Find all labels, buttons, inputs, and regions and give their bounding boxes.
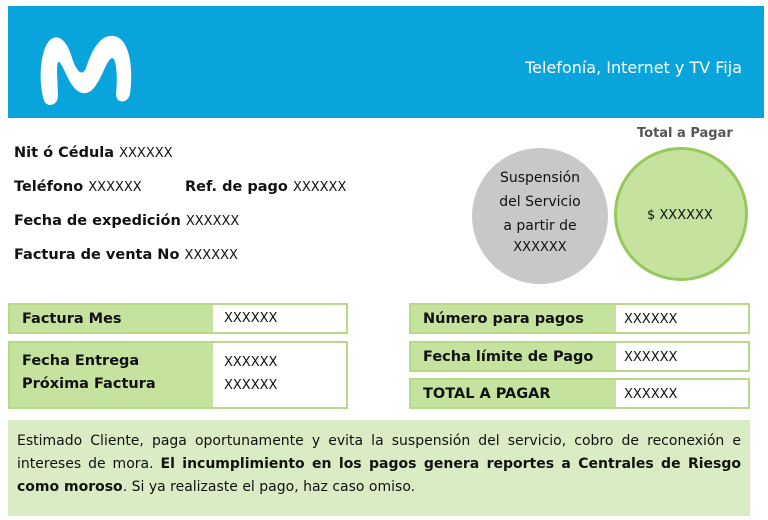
header-tagline: Telefonía, Internet y TV Fija — [525, 58, 742, 77]
suspension-line-1: Suspensión — [499, 170, 581, 186]
total-circle — [614, 147, 748, 281]
total-pagar-label-cell — [411, 380, 616, 407]
nit-label: Nit ó Cédula — [14, 145, 115, 161]
invoice-label: Factura de venta No — [14, 247, 180, 263]
fecha-limite-label-cell — [411, 343, 616, 370]
fecha-limite-box — [409, 341, 750, 372]
total-pagar-label: TOTAL A PAGAR — [423, 386, 551, 402]
issue-label: Fecha de expedición — [14, 213, 181, 229]
nit-row — [14, 142, 173, 161]
payment-notice — [8, 420, 750, 516]
header-banner — [8, 6, 764, 118]
factura-mes-label: Factura Mes — [22, 311, 122, 327]
factura-mes-box — [8, 303, 348, 334]
notice-text-2: . Si ya realizaste el pago, haz caso omiso. — [122, 479, 416, 495]
total-amount: $ XXXXXX — [647, 208, 713, 223]
notice-text-bold: El incumplimiento en los pagos genera reportes a Centrales de Riesgo como moroso — [17, 456, 742, 495]
suspension-date: XXXXXX — [513, 240, 567, 255]
numero-pagos-label: Número para pagos — [423, 311, 584, 327]
fecha-limite-value: XXXXXX — [624, 350, 678, 365]
fecha-entrega-value-1: XXXXXX — [224, 355, 278, 370]
ref-value: XXXXXX — [292, 180, 347, 195]
issue-row — [14, 210, 239, 229]
fecha-entrega-label-1: Fecha Entrega — [22, 353, 140, 369]
total-pagar-value: XXXXXX — [624, 387, 678, 402]
movistar-logo-icon — [30, 24, 150, 108]
suspension-circle — [472, 148, 608, 284]
fecha-entrega-box — [8, 341, 348, 409]
total-pagar-box — [409, 378, 750, 409]
factura-mes-value: XXXXXX — [224, 311, 278, 326]
nit-value: XXXXXX — [119, 146, 173, 161]
numero-pagos-value: XXXXXX — [624, 312, 678, 327]
phone-row — [14, 176, 142, 195]
fecha-limite-label: Fecha límite de Pago — [423, 349, 594, 365]
invoice-row — [14, 244, 238, 263]
suspension-line-3: a partir de — [503, 218, 577, 234]
notice-text-1: Estimado Cliente, paga oportunamente y evita la suspensión del servicio, cobro de reconexión e intereses de mora. — [17, 433, 741, 472]
fecha-entrega-value-2: XXXXXX — [224, 378, 278, 393]
phone-value: XXXXXX — [88, 180, 142, 195]
phone-label: Teléfono — [14, 179, 84, 195]
invoice-value: XXXXXX — [184, 248, 238, 263]
ref-row — [185, 176, 346, 195]
numero-pagos-label-cell — [411, 305, 616, 332]
numero-pagos-box — [409, 303, 750, 334]
suspension-line-2: del Servicio — [499, 194, 581, 210]
ref-label: Ref. de pago — [185, 179, 288, 195]
issue-value: XXXXXX — [185, 214, 240, 229]
factura-mes-label-cell — [10, 305, 213, 332]
fecha-entrega-label-cell — [10, 343, 213, 407]
fecha-entrega-label-2: Próxima Factura — [22, 376, 156, 392]
total-title: Total a Pagar — [637, 126, 733, 141]
